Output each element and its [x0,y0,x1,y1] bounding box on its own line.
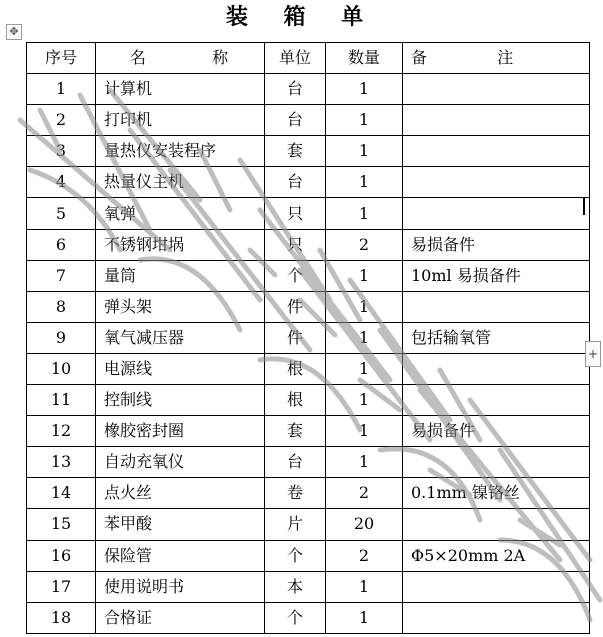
row-name: 不锈钢坩埚 [96,229,265,260]
row-note: 包括输氧管 [403,322,590,353]
table-row [27,291,590,322]
row-unit: 台 [265,447,326,478]
row-unit: 台 [265,105,326,136]
row-unit: 个 [265,260,326,291]
row-qty: 1 [326,198,403,229]
row-name: 量筒 [96,260,265,291]
table-row [27,167,590,198]
row-name: 电源线 [96,353,265,384]
row-unit: 台 [265,167,326,198]
row-no: 8 [27,291,96,322]
row-unit: 只 [265,198,326,229]
row-name: 热量仪主机 [96,167,265,198]
header-note-right: 注 [497,48,514,68]
table-row [27,260,590,291]
row-unit: 个 [265,540,326,571]
row-qty: 2 [326,540,403,571]
row-unit: 根 [265,353,326,384]
document-title: 装 箱 单 [225,4,378,30]
row-no: 4 [27,167,96,198]
row-qty: 1 [326,136,403,167]
row-note: 10ml 易损备件 [403,260,590,291]
row-qty: 1 [326,416,403,447]
table-row [27,478,590,509]
row-qty: 1 [326,353,403,384]
row-unit: 个 [265,602,326,633]
row-qty: 1 [326,385,403,416]
row-no: 6 [27,229,96,260]
row-note [403,571,590,602]
row-name: 计算机 [96,74,265,105]
row-name: 自动充氧仪 [96,447,265,478]
table-row [27,509,590,540]
row-no: 16 [27,540,96,571]
row-name: 控制线 [96,385,265,416]
row-no: 17 [27,571,96,602]
header-qty: 数量 [326,43,403,74]
table-row [27,74,590,105]
row-no: 18 [27,602,96,633]
row-unit: 只 [265,229,326,260]
row-qty: 20 [326,509,403,540]
row-no: 14 [27,478,96,509]
row-qty: 1 [326,322,403,353]
row-note: Φ5×20mm 2A [403,540,590,571]
row-unit: 件 [265,322,326,353]
row-name: 弹头架 [96,291,265,322]
row-no: 2 [27,105,96,136]
row-unit: 台 [265,74,326,105]
table-row [27,229,590,260]
row-unit: 根 [265,385,326,416]
header-note-left: 备 [411,48,428,68]
row-unit: 套 [265,136,326,167]
row-qty: 1 [326,260,403,291]
table-move-handle-icon[interactable]: ✥ [6,24,22,40]
row-qty: 1 [326,105,403,136]
row-name: 点火丝 [96,478,265,509]
row-qty: 1 [326,571,403,602]
header-unit: 单位 [265,43,326,74]
row-name: 打印机 [96,105,265,136]
row-note: 0.1mm 镍铬丝 [403,478,590,509]
table-row [27,105,590,136]
row-qty: 1 [326,291,403,322]
row-note: 易损备件 [403,229,590,260]
table-row [27,385,590,416]
add-column-plus-icon[interactable]: + [585,341,601,367]
row-note [403,353,590,384]
row-no: 12 [27,416,96,447]
row-note [403,74,590,105]
row-qty: 1 [326,167,403,198]
row-no: 5 [27,198,96,229]
row-unit: 件 [265,291,326,322]
row-unit: 套 [265,416,326,447]
row-note [403,167,590,198]
table-row [27,540,590,571]
row-name: 量热仪安装程序 [96,136,265,167]
row-qty: 2 [326,229,403,260]
table-row [27,322,590,353]
table-row [27,602,590,633]
row-note [403,509,590,540]
row-unit: 卷 [265,478,326,509]
header-note [403,43,590,74]
row-note: 易损备件 [403,416,590,447]
row-unit: 片 [265,509,326,540]
row-name: 氧弹 [96,198,265,229]
row-no: 15 [27,509,96,540]
row-no: 13 [27,447,96,478]
header-name-left: 名 [129,48,148,68]
table-row [27,353,590,384]
row-note [403,136,590,167]
packing-list-table [26,42,590,634]
row-name: 氧气减压器 [96,322,265,353]
table-row [27,136,590,167]
row-no: 3 [27,136,96,167]
table-header-row [27,43,590,74]
row-unit: 本 [265,571,326,602]
row-no: 10 [27,353,96,384]
row-qty: 1 [326,447,403,478]
header-name [96,43,265,74]
header-name-right: 称 [212,48,231,68]
table-row [27,416,590,447]
row-no: 9 [27,322,96,353]
row-note [403,602,590,633]
row-note [403,291,590,322]
row-name: 合格证 [96,602,265,633]
row-note [403,385,590,416]
text-cursor [583,197,585,215]
row-name: 苯甲酸 [96,509,265,540]
row-no: 7 [27,260,96,291]
header-no: 序号 [27,43,96,74]
row-qty: 2 [326,478,403,509]
row-no: 11 [27,385,96,416]
row-name: 橡胶密封圈 [96,416,265,447]
table-row [27,447,590,478]
row-name: 使用说明书 [96,571,265,602]
row-note [403,198,590,229]
row-no: 1 [27,74,96,105]
row-name: 保险管 [96,540,265,571]
row-qty: 1 [326,602,403,633]
row-qty: 1 [326,74,403,105]
row-note [403,105,590,136]
row-note [403,447,590,478]
table-row [27,198,590,229]
table-row [27,571,590,602]
